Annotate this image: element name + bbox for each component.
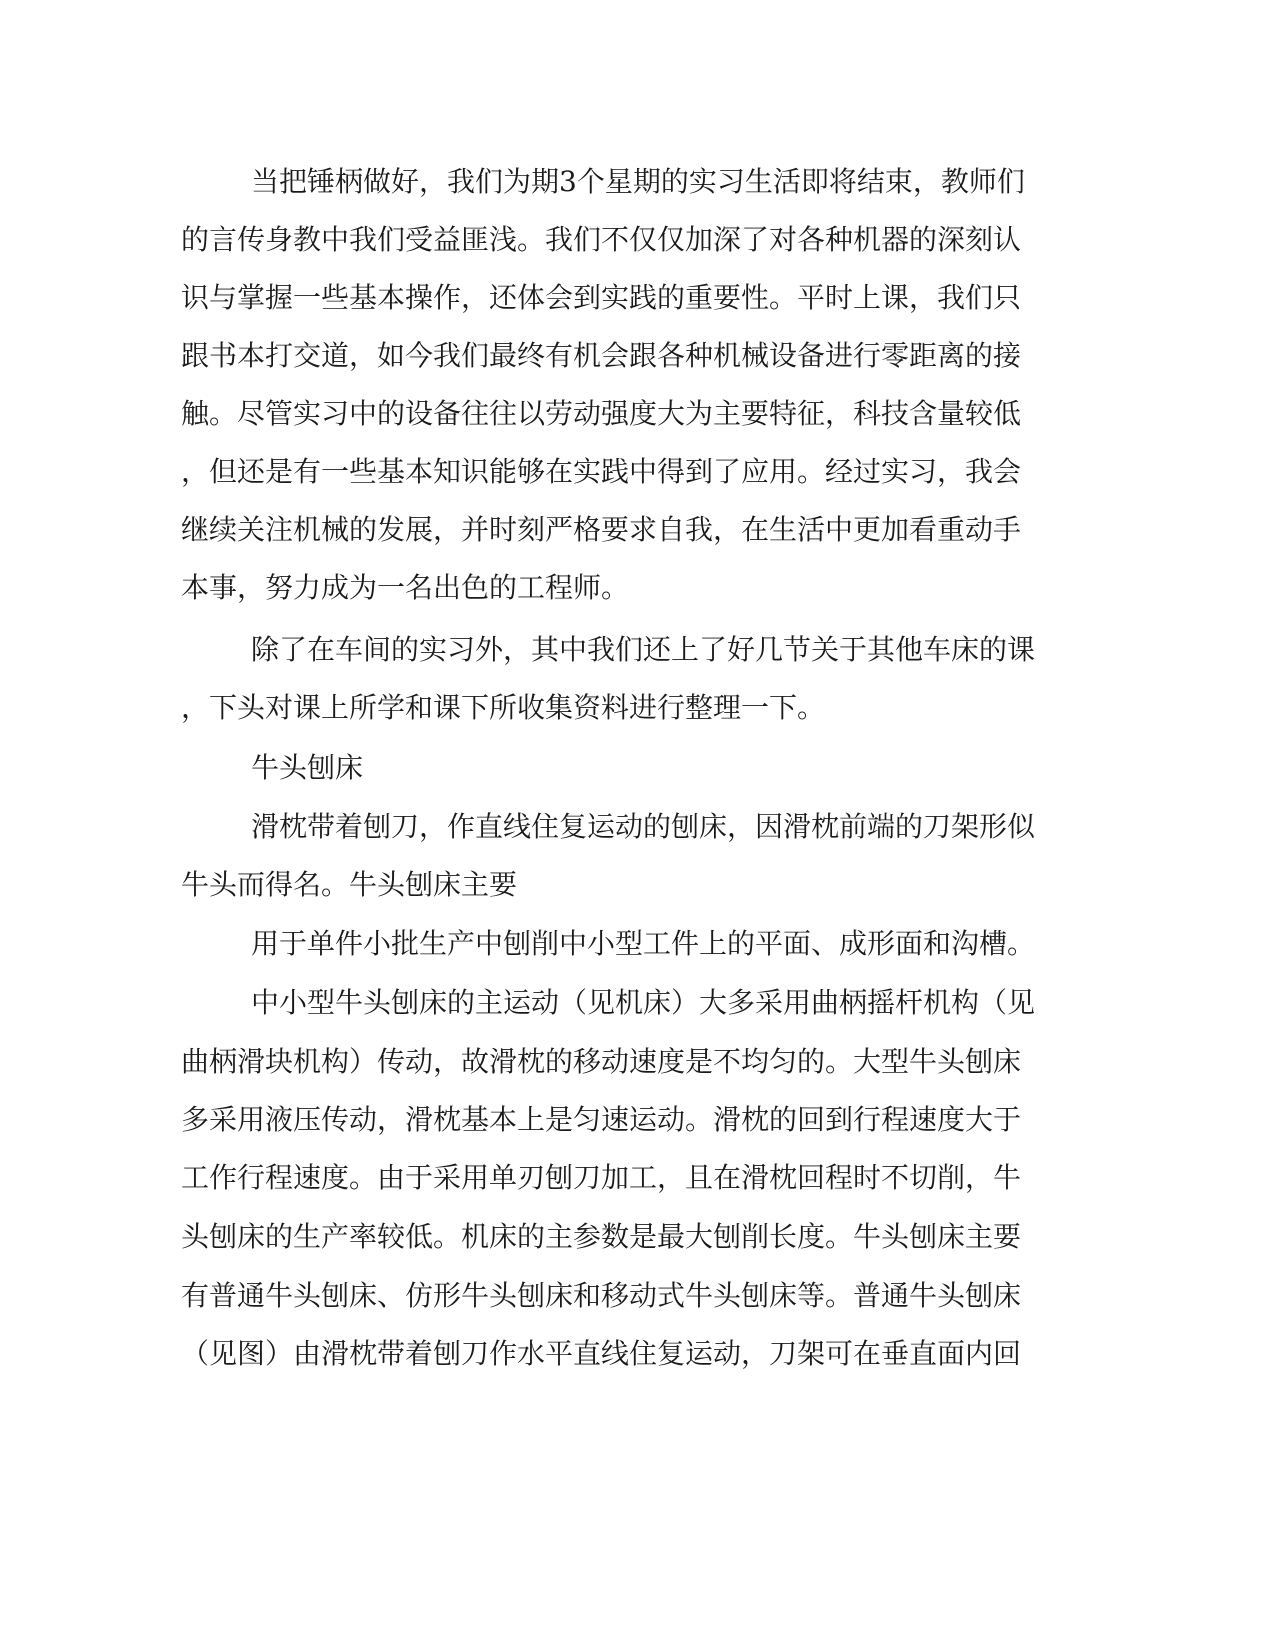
text-line <box>0 746 1275 790</box>
text-line <box>0 276 1275 320</box>
text-line-content: 触。尽管实习中的设备往往以劳动强度大为主要特征，科技含量较低 <box>181 397 1022 430</box>
text-line-content: 滑枕带着刨刀，作直线住复运动的刨床，因滑枕前端的刀架形似 <box>251 810 1036 843</box>
text-line-content: 牛头而得名。牛头刨床主要 <box>181 868 518 901</box>
text-line-content: 的言传身教中我们受益匪浅。我们不仅仅加深了对各种机器的深刻认 <box>181 223 1022 256</box>
text-line <box>0 566 1275 610</box>
text-line-content: 识与掌握一些基本操作，还体会到实践的重要性。平时上课，我们只 <box>181 281 1022 314</box>
text-line <box>0 1156 1275 1200</box>
text-line-content: 中小型牛头刨床的主运动（见机床）大多采用曲柄摇杆机构（见 <box>251 986 1036 1019</box>
text-line <box>0 508 1275 552</box>
text-line <box>0 628 1275 672</box>
text-line <box>0 218 1275 262</box>
text-line-content: ，但还是有一些基本知识能够在实践中得到了应用。经过实习，我会 <box>181 455 1022 488</box>
text-line-content: 工作行程速度。由于采用单刃刨刀加工，且在滑枕回程时不切削，牛 <box>181 1161 1022 1194</box>
text-line <box>0 1215 1275 1259</box>
text-line <box>0 686 1275 730</box>
text-line <box>0 160 1275 204</box>
text-line-content: 继续关注机械的发展，并时刻严格要求自我，在生活中更加看重动手 <box>181 513 1022 546</box>
text-line <box>0 863 1275 907</box>
text-line <box>0 1098 1275 1142</box>
text-line-content: 本事，努力成为一名出色的工程师。 <box>181 571 630 604</box>
text-line-content: 头刨床的生产率较低。机床的主参数是最大刨削长度。牛头刨床主要 <box>181 1220 1022 1253</box>
text-line-content: ，下头对课上所学和课下所收集资料进行整理一下。 <box>181 691 826 724</box>
text-line-content: 除了在车间的实习外，其中我们还上了好几节关于其他车床的课 <box>251 633 1036 666</box>
text-line-content: 跟书本打交道，如今我们最终有机会跟各种机械设备进行零距离的接 <box>181 339 1022 372</box>
text-line <box>0 1040 1275 1084</box>
text-line <box>0 334 1275 378</box>
text-line-content: 曲柄滑块机构）传动，故滑枕的移动速度是不均匀的。大型牛头刨床 <box>181 1045 1022 1078</box>
text-line <box>0 392 1275 436</box>
text-line-content: 牛头刨床 <box>251 751 364 784</box>
text-line-content: 多采用液压传动，滑枕基本上是匀速运动。滑枕的回到行程速度大于 <box>181 1103 1022 1136</box>
text-line <box>0 1332 1275 1376</box>
text-line-content: （见图）由滑枕带着刨刀作水平直线住复运动，刀架可在垂直面内回 <box>181 1337 1022 1370</box>
text-line-content: 有普通牛头刨床、仿形牛头刨床和移动式牛头刨床等。普通牛头刨床 <box>181 1279 1022 1312</box>
text-line <box>0 981 1275 1025</box>
text-line <box>0 805 1275 849</box>
text-line <box>0 450 1275 494</box>
text-line <box>0 1274 1275 1318</box>
text-line-content: 用于单件小批生产中刨削中小型工件上的平面、成形面和沟槽。 <box>251 927 1036 960</box>
text-line <box>0 922 1275 966</box>
text-line-content: 当把锤柄做好，我们为期3个星期的实习生活即将结束，教师们 <box>251 165 1025 198</box>
